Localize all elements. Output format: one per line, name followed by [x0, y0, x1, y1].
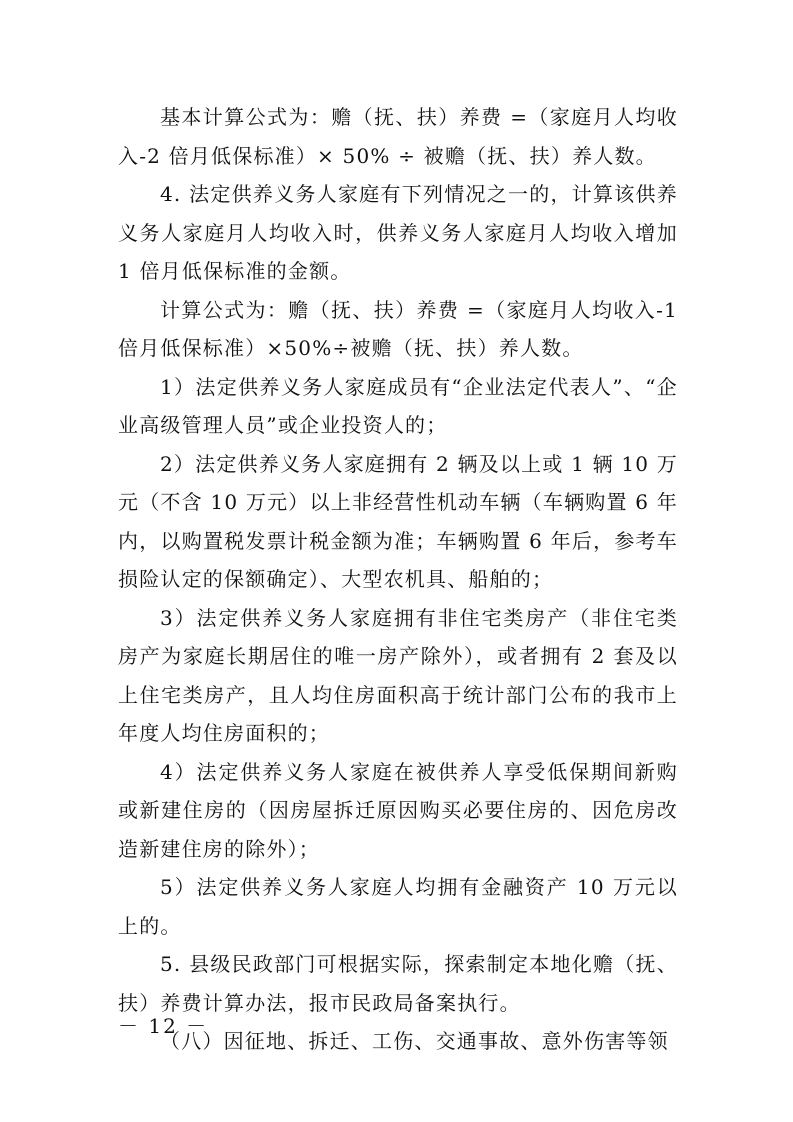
- paragraph-formula-basic: 基本计算公式为：赡（抚、扶）养费 =（家庭月人均收入-2 倍月低保标准）× 50% ÷ 被赡（抚、扶）养人数。: [118, 105, 678, 168]
- paragraph-subitem-1: 1）法定供养义务人家庭成员有“企业法定代表人”、“企业高级管理人员”或企业投资人的；: [118, 374, 678, 437]
- paragraph-subitem-3: 3）法定供养义务人家庭拥有非住宅类房产（非住宅类房产为家庭长期居住的唯一房产除外），或者拥有 2 套及以上住宅类房产，且人均住房面积高于统计部门公布的我市上年度人均住房面积的；: [118, 605, 678, 745]
- paragraph-subitem-2: 2）法定供养义务人家庭拥有 2 辆及以上或 1 辆 10 万元（不含 10 万元）以上非经营性机动车辆（车辆购置 6 年内，以购置税发票计税金额为准；车辆购置 6 年后，参考车损险认定的保额确定）、大型农机具、船舶的；: [118, 451, 678, 591]
- paragraph-item-5: 5. 县级民政部门可根据实际，探索制定本地化赡（抚、扶）养费计算办法，报市民政局备案执行。: [118, 952, 678, 1015]
- page-number: － 12 －: [118, 1014, 209, 1038]
- paragraph-section-8: （八）因征地、拆迁、工伤、交通事故、意外伤害等领: [160, 1029, 669, 1053]
- paragraph-item-4: 4. 法定供养义务人家庭有下列情况之一的，计算该供养义务人家庭月人均收入时，供养义务人家庭月人均收入增加 1 倍月低保标准的金额。: [118, 182, 678, 283]
- paragraph-subitem-5: 5）法定供养义务人家庭人均拥有金融资产 10 万元以上的。: [118, 875, 678, 938]
- paragraph-formula-4: 计算公式为：赡（抚、扶）养费 =（家庭月人均收入-1 倍月低保标准）×50%÷被赡（抚、扶）养人数。: [118, 297, 678, 360]
- paragraph-subitem-4: 4）法定供养义务人家庭在被供养人享受低保期间新购或新建住房的（因房屋拆迁原因购买必要住房的、因危房改造新建住房的除外）；: [118, 759, 678, 861]
- document-body: [118, 98, 678, 1061]
